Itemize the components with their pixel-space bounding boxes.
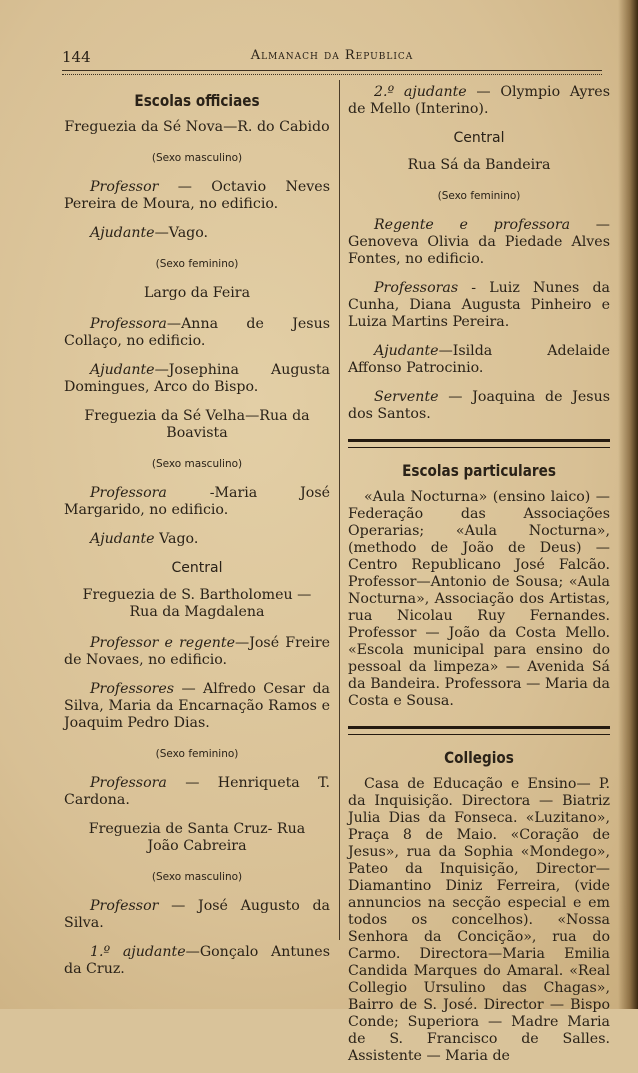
page-header [62,46,602,68]
location-heading: Largo da Feira [143,285,251,301]
central-heading: Central [453,130,505,146]
role-label: Ajudante [90,531,155,547]
staff-entry [64,179,330,213]
entry-text: —Vago. [154,225,209,241]
collegios-paragraph: Casa de Educação e Ensino— P. da Inquisição. Directora — Biatriz Julia Dias da Fonseca. «Luzitano», Praça 8 de Maio. «Coração de Jesus», rua da Sophia «Mondego», Pateo da Inquisição, Director—Diamantino Diniz Ferreira, (vide annuncios na secção especial e em todos os concelhos). «Nossa Senhora da Concição», rua do Carmo. Directora—Maria Emilia Candida Marques do Amaral. «Real Collegio Ursulino das Chagas», Bairro de S. José. Director — Bispo Conde; Superiora — Madre Maria de S. Francisco de Salles. Assistente — Maria de [348,776,610,1064]
entry-text: -Maria José Margarido, no edificio. [64,485,330,518]
sex-subheading: (Sexo masculino) [151,458,243,470]
staff-entry [64,531,330,548]
section-separator [348,439,610,448]
section-title-collegios: Collegios [444,748,514,767]
entry-text: —Gonçalo Antunes da Cruz. [64,944,330,977]
role-label: 1.º ajudante [90,944,186,960]
staff-entry [348,280,610,331]
sex-subheading: (Sexo masculino) [151,152,243,164]
entry-text: —José Freire de Novaes, no edificio. [64,635,331,668]
section-title-escolas-particulares: Escolas particulares [402,461,556,480]
left-column [64,84,330,990]
entry-text: —Isilda Adelaide Affonso Patrocinio. [348,343,610,376]
staff-entry [348,343,610,377]
sex-subheading: (Sexo feminino) [155,258,239,270]
role-label: Professora [90,316,167,332]
role-label: Professora [90,485,167,501]
staff-entry [64,775,330,809]
staff-entry [64,944,330,978]
location-heading: Freguezia da Sé Nova—R. do Cabido [64,119,330,135]
entry-text: — Olympio Ayres de Mello (Interino). [348,84,610,117]
entry-text: — Octavio Neves Pereira de Moura, no edificio. [64,179,330,212]
section-separator [348,726,610,735]
staff-entry [64,898,330,932]
page-edge-shadow [618,0,638,1009]
entry-text: —Josephina Augusta Domingues, Arco do Bispo. [64,362,330,395]
entry-text: — José Augusto da Silva. [64,898,330,931]
entry-text: — Joaquina de Jesus dos Santos. [348,389,610,422]
role-label: Professores [90,681,175,697]
entry-text: —Anna de Jesus Collaço, no edificio. [64,316,330,349]
staff-entry [64,316,330,350]
role-label: Ajudante [374,343,439,359]
role-label: Professoras [374,280,459,296]
staff-entry [348,84,610,118]
running-title: Almanach da Republica [250,48,414,63]
location-heading: Freguezia da Sé Velha—Rua da Boavista [84,408,310,441]
page-number: 144 [62,48,91,66]
sex-subheading: (Sexo feminino) [155,748,239,760]
entry-text: - Luiz Nunes da Cunha, Diana Augusta Pinheiro e Luiza Martins Pereira. [348,280,610,330]
section-title-escolas-officiaes: Escolas officiaes [134,91,260,110]
central-heading: Central [171,560,223,576]
sex-subheading: (Sexo masculino) [151,871,243,883]
role-label: Regente e professora [374,217,571,233]
particulares-paragraph: «Aula Nocturna» (ensino laico) — Federação das Associações Operarias; «Aula Nocturna», (methodo de João de Deus) — Centro Republicano José Falcão. Professor—Antonio de Sousa; «Aula Nocturna», Associação dos Artistas, rua Nicolau Ruy Fernandes. Professor — João da Costa Mello. «Escola municipal para ensino do pessoal da limpeza» — Avenida Sá da Bandeira. Professora — Maria da Costa e Sousa. [348,489,610,709]
staff-entry [348,217,610,268]
entry-text: Vago. [154,531,199,547]
role-label: Professor e regente [90,635,236,651]
staff-entry [348,389,610,423]
staff-entry [64,225,330,242]
location-heading: Freguezia de Santa Cruz- Rua João Cabreira [88,821,306,854]
role-label: Ajudante [90,362,155,378]
staff-entry [64,681,330,732]
right-column [348,84,610,1073]
role-label: Professor [90,179,159,195]
role-label: Professor [90,898,159,914]
role-label: Professora [90,775,167,791]
role-label: Ajudante [90,225,155,241]
entry-text: — Alfredo Cesar da Silva, Maria da Encarnação Ramos e Joaquim Pedro Dias. [64,681,330,731]
entry-text: — Genoveva Olivia da Piedade Alves Fontes, no edificio. [348,217,610,267]
role-label: 2.º ajudante [374,84,467,100]
location-heading: Freguezia de S. Bartholomeu — Rua da Magdalena [82,587,312,620]
sex-subheading: (Sexo feminino) [437,190,521,202]
staff-entry [64,635,330,669]
staff-entry [64,362,330,396]
header-rule [62,70,602,75]
location-heading: Rua Sá da Bandeira [407,157,551,173]
entry-text: — Henriqueta T. Cardona. [64,775,330,808]
role-label: Servente [374,389,439,405]
column-divider [339,80,340,940]
staff-entry [64,485,330,519]
